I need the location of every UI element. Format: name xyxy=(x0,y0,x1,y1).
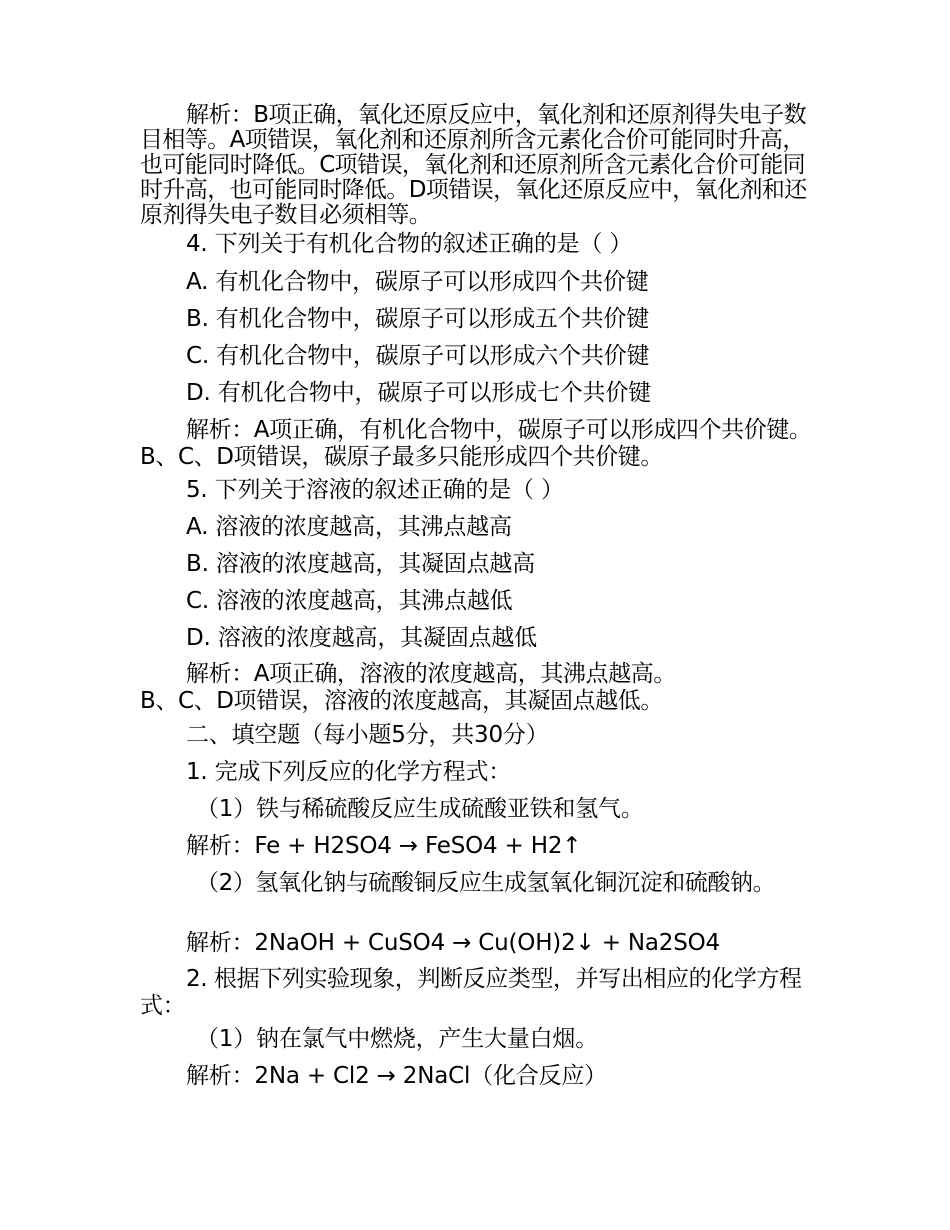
q4-option-c: C. 有机化合物中，碳原子可以形成六个共价键 xyxy=(186,343,650,369)
fill-question-1: 1. 完成下列反应的化学方程式： xyxy=(186,759,512,785)
q5-option-a: A. 溶液的浓度越高，其沸点越高 xyxy=(186,514,512,540)
q5-option-b: B. 溶液的浓度越高，其凝固点越高 xyxy=(186,551,536,577)
fill-q1-part-2-answer: 解析：2NaOH + CuSO4 → Cu(OH)2↓ + Na2SO4 xyxy=(186,930,720,956)
fill-q1-part-1-answer: 解析：Fe + H2SO4 → FeSO4 + H2↑ xyxy=(186,833,582,859)
q5-option-c: C. 溶液的浓度越高，其沸点越低 xyxy=(186,588,513,614)
fill-q1-part-1: （1）铁与稀硫酸反应生成硫酸亚铁和氢气。 xyxy=(196,796,644,822)
analysis-paragraph-q3: 解析：B项正确，氧化还原反应中，氧化剂和还原剂得失电子数目相等。A项错误，氧化剂和还原剂所含元素化合价可能同时升高，也可能同时降低。C项错误，氧化剂和还原剂所含元素化合价可能同时升高，也可能同时降低。D项错误，氧化还原反应中，氧化剂和还原剂得失电子数目必须相等。 xyxy=(140,102,807,228)
q4-option-b: B. 有机化合物中，碳原子可以形成五个共价键 xyxy=(186,306,650,332)
analysis-paragraph-q5: 解析：A项正确，溶液的浓度越高，其沸点越高。B、C、D项错误，溶液的浓度越高，其凝固点越低。 xyxy=(140,661,676,714)
fill-q1-part-2: （2）氢氧化钠与硫酸铜反应生成氢氧化铜沉淀和硫酸钠。 xyxy=(196,870,776,896)
question-4: 4. 下列关于有机化合物的叙述正确的是（ ） xyxy=(186,231,633,257)
q4-option-d: D. 有机化合物中，碳原子可以形成七个共价键 xyxy=(186,380,651,406)
fill-q2-part-1-answer: 解析：2Na + Cl2 → 2NaCl（化合反应） xyxy=(186,1063,607,1089)
q4-option-a: A. 有机化合物中，碳原子可以形成四个共价键 xyxy=(186,269,649,295)
question-5: 5. 下列关于溶液的叙述正确的是（ ） xyxy=(186,477,564,503)
section-heading-fill-in: 二、填空题（每小题5分，共30分） xyxy=(186,722,549,748)
q5-option-d: D. 溶液的浓度越高，其凝固点越低 xyxy=(186,625,537,651)
fill-q2-part-1: （1）钠在氯气中燃烧，产生大量白烟。 xyxy=(196,1026,599,1052)
fill-question-2: 2. 根据下列实验现象，判断反应类型，并写出相应的化学方程式： xyxy=(140,966,802,1019)
analysis-paragraph-q4: 解析：A项正确，有机化合物中，碳原子可以形成四个共价键。B、C、D项错误，碳原子最多只能形成四个共价键。 xyxy=(140,417,812,470)
